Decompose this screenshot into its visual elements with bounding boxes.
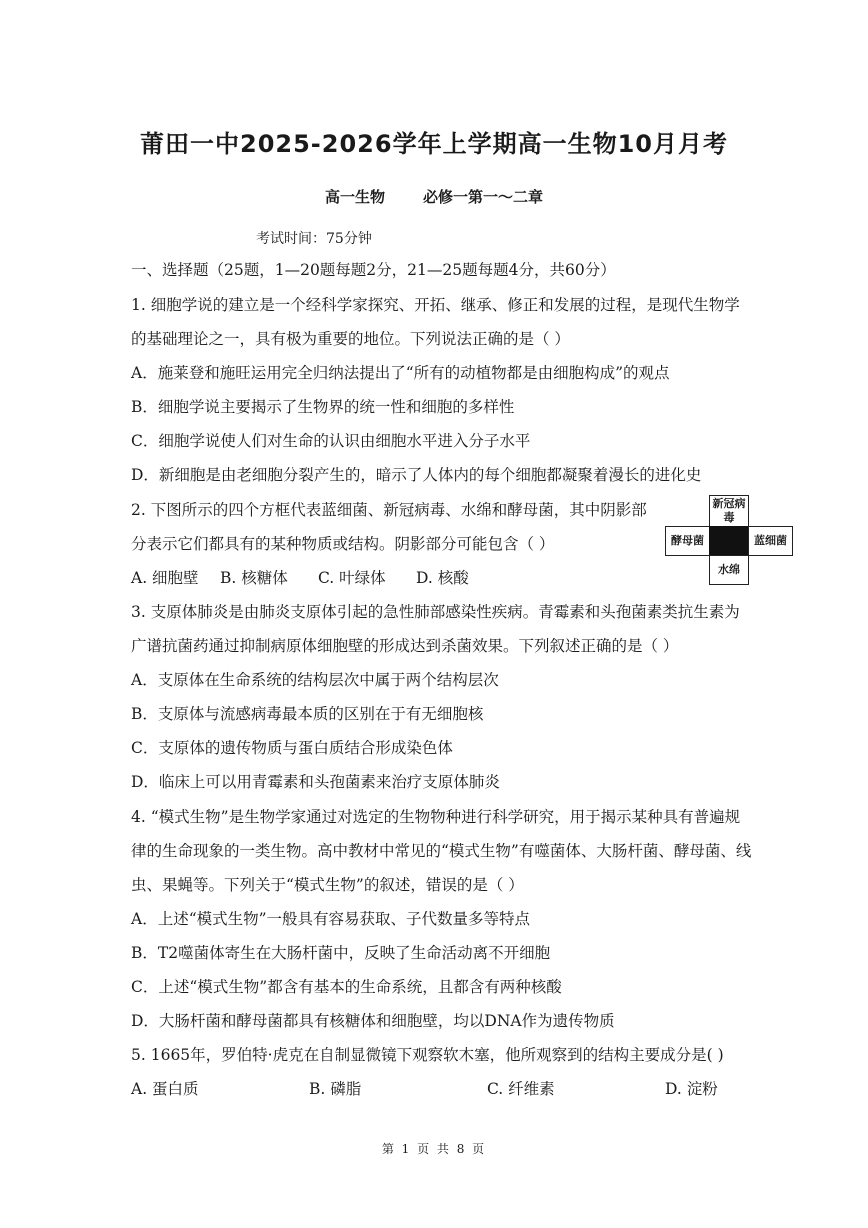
q5-option-b: B. 磷脂 xyxy=(309,1080,362,1098)
q4-stem-line2: 律的生命现象的一类生物。高中教材中常见的“模式生物”有噬菌体、大肠杆菌、酵母菌、线 xyxy=(131,842,752,860)
q4-option-a: A．上述“模式生物”一般具有容易获取、子代数量多等特点 xyxy=(131,910,531,928)
organism-cross-diagram xyxy=(665,495,793,585)
q3-stem-line1: 3. 支原体肺炎是由肺炎支原体引起的急性肺部感染性疾病。青霉素和头孢菌素类抗生素为 xyxy=(131,603,740,621)
q5-option-c: C. 纤维素 xyxy=(487,1080,555,1098)
q4-stem-line3: 虫、果蝇等。下列关于“模式生物”的叙述，错误的是（ ） xyxy=(131,876,524,894)
q1-stem-line2: 的基础理论之一，具有极为重要的地位。下列说法正确的是（ ） xyxy=(131,330,570,348)
exam-time: 考试时间：75分钟 xyxy=(256,231,372,247)
subtitle xyxy=(0,186,868,207)
q2-option-b: B. 核糖体 xyxy=(220,569,288,587)
q2-stem-line2: 分表示它们都具有的某种物质或结构。阴影部分可能包含（ ） xyxy=(131,535,555,553)
q3-stem-line2: 广谱抗菌药通过抑制病原体细胞壁的形成达到杀菌效果。下列叙述正确的是（ ） xyxy=(131,637,679,655)
diagram-box-top: 新冠病毒 xyxy=(709,495,749,527)
q2-option-c: C. 叶绿体 xyxy=(318,569,386,587)
section-heading: 一、选择题（25题，1—20题每题2分，21—25题每题4分，共60分） xyxy=(131,261,616,279)
q3-option-b: B．支原体与流感病毒最本质的区别在于有无细胞核 xyxy=(131,705,484,723)
q5-option-d: D. 淀粉 xyxy=(665,1080,718,1098)
page-title: 莆田一中2025-2026学年上学期高一生物10月月考 xyxy=(140,130,728,158)
q1-option-a: A．施莱登和施旺运用完全归纳法提出了“所有的动植物都是由细胞构成”的观点 xyxy=(131,364,670,382)
q4-stem-line1: 4. “模式生物”是生物学家通过对选定的生物物种进行科学研究，用于揭示某种具有普遍规 xyxy=(131,808,741,826)
q1-option-b: B．细胞学说主要揭示了生物界的统一性和细胞的多样性 xyxy=(131,398,515,416)
subject-label: 高一生物 xyxy=(324,188,385,206)
diagram-shaded-overlap xyxy=(709,526,749,556)
page-footer: 第 1 页 共 8 页 xyxy=(381,1142,487,1156)
q5-options xyxy=(131,1078,718,1100)
q1-stem-line1: 1. 细胞学说的建立是一个经科学家探究、开拓、继承、修正和发展的过程，是现代生物学 xyxy=(131,296,740,314)
q1-option-c: C．细胞学说使人们对生命的认识由细胞水平进入分子水平 xyxy=(131,432,531,450)
q4-option-b: B．T2噬菌体寄生在大肠杆菌中，反映了生命活动离不开细胞 xyxy=(131,944,551,962)
q5-stem: 5. 1665年，罗伯特·虎克在自制显微镜下观察软木塞，他所观察到的结构主要成分是( ) xyxy=(131,1046,724,1064)
q1-option-d: D．新细胞是由老细胞分裂产生的，暗示了人体内的每个细胞都凝聚着漫长的进化史 xyxy=(131,466,702,484)
diagram-box-right: 蓝细菌 xyxy=(748,526,793,556)
q2-options xyxy=(131,567,469,589)
scope-label: 必修一第一～二章 xyxy=(423,188,544,206)
q3-option-c: C．支原体的遗传物质与蛋白质结合形成染色体 xyxy=(131,739,453,757)
diagram-box-bottom: 水绵 xyxy=(709,555,749,585)
q4-option-c: C．上述“模式生物”都含有基本的生命系统，且都含有两种核酸 xyxy=(131,978,562,996)
diagram-box-left: 酵母菌 xyxy=(665,526,710,556)
q3-option-a: A．支原体在生命系统的结构层次中属于两个结构层次 xyxy=(131,671,499,689)
q5-option-a: A. 蛋白质 xyxy=(131,1080,199,1098)
q2-stem-line1: 2. 下图所示的四个方框代表蓝细菌、新冠病毒、水绵和酵母菌，其中阴影部 xyxy=(131,501,647,519)
q2-option-a: A. 细胞壁 xyxy=(131,569,199,587)
q4-option-d: D．大肠杆菌和酵母菌都具有核糖体和细胞壁，均以DNA作为遗传物质 xyxy=(131,1012,615,1030)
q2-option-d: D. 核酸 xyxy=(416,569,469,587)
q3-option-d: D．临床上可以用青霉素和头孢菌素来治疗支原体肺炎 xyxy=(131,773,500,791)
